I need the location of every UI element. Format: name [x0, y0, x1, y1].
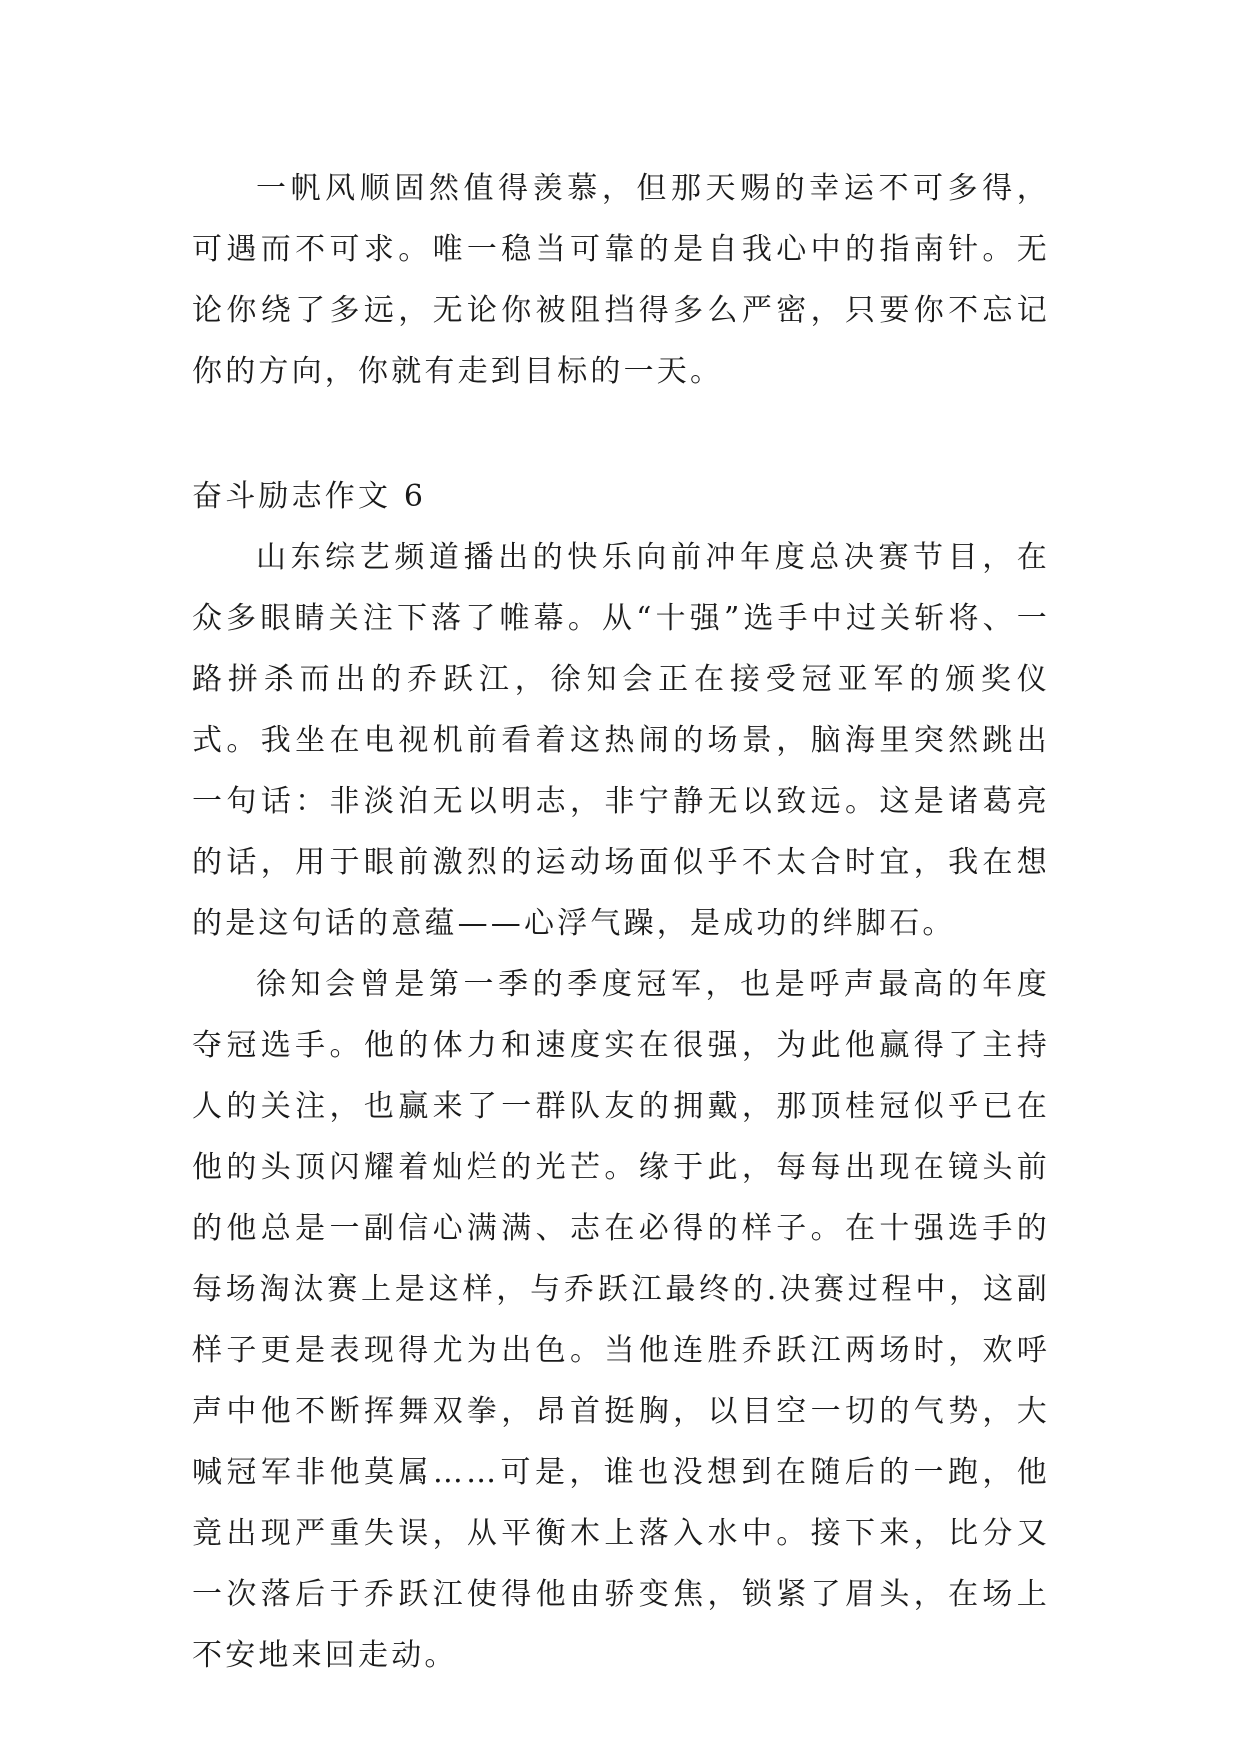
document-body	[192, 158, 1050, 1686]
section-heading: 奋斗励志作文 6	[192, 479, 427, 514]
intro-paragraph: 一帆风顺固然值得羡慕，但那天赐的幸运不可多得，可遇而不可求。唯一稳当可靠的是自我心中的指南针。无论你绕了多远，无论你被阻挡得多么严密，只要你不忘记你的方向，你就有走到目标的一天。	[192, 171, 1050, 389]
body-paragraph-2: 徐知会曾是第一季的季度冠军，也是呼声最高的年度夺冠选手。他的体力和速度实在很强，为此他赢得了主持人的关注，也赢来了一群队友的拥戴，那顶桂冠似乎已在他的头顶闪耀着灿烂的光芒。缘于此，每每出现在镜头前的他总是一副信心满满、志在必得的样子。在十强选手的每场淘汰赛上是这样，与乔跃江最终的.决赛过程中，这副样子更是表现得尤为出色。当他连胜乔跃江两场时，欢呼声中他不断挥舞双拳，昂首挺胸，以目空一切的气势，大喊冠军非他莫属……可是，谁也没想到在随后的一跑，他竟出现严重失误，从平衡木上落入水中。接下来，比分又一次落后于乔跃江使得他由骄变焦，锁紧了眉头，在场上不安地来回走动。	[192, 967, 1050, 1673]
body-paragraph-1: 山东综艺频道播出的快乐向前冲年度总决赛节目，在众多眼睛关注下落了帷幕。从“十强”选手中过关斩将、一路拼杀而出的乔跃江，徐知会正在接受冠亚军的颁奖仪式。我坐在电视机前看着这热闹的场景，脑海里突然跳出一句话：非淡泊无以明志，非宁静无以致远。这是诸葛亮的话，用于眼前激烈的运动场面似乎不太合时宜，我在想的是这句话的意蕴——心浮气躁，是成功的绊脚石。	[192, 540, 1050, 941]
